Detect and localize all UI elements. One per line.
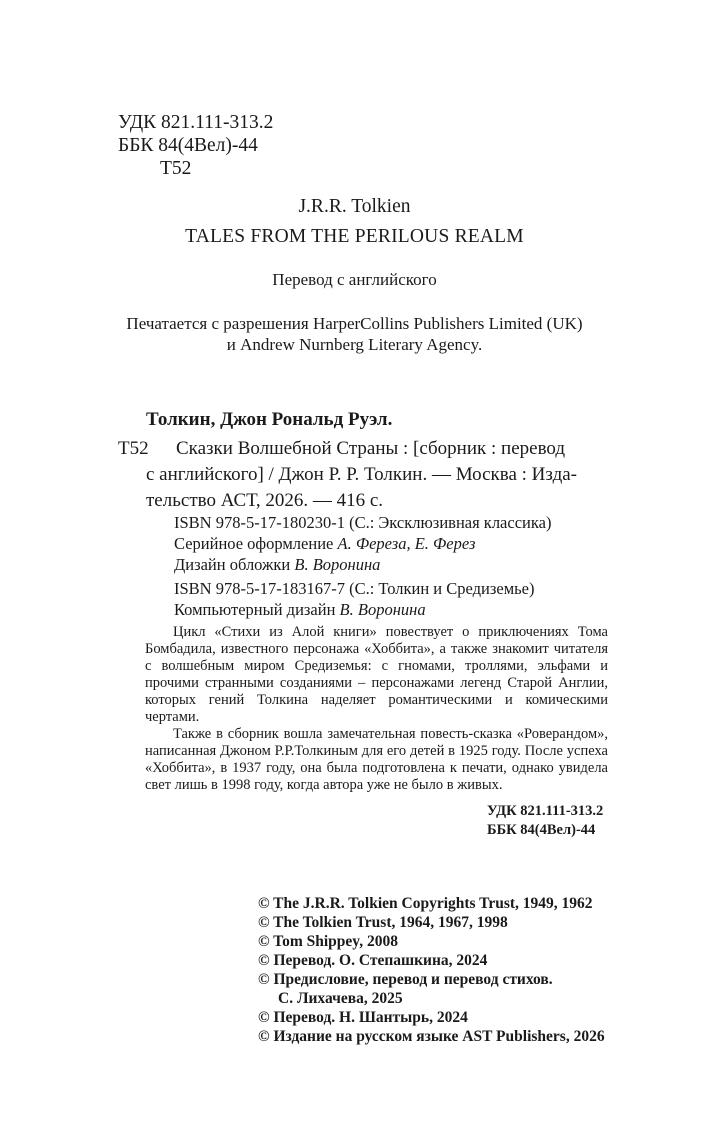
- copyright-line: © The Tolkien Trust, 1964, 1967, 1998: [258, 914, 508, 931]
- udk-code: УДК 821.111-313.2: [487, 803, 604, 819]
- translation-note: Перевод с английского: [272, 270, 437, 289]
- credit-line: Дизайн обложки В. Воронина: [174, 555, 381, 574]
- original-author: J.R.R. Tolkien: [298, 196, 411, 217]
- annotation-paragraph: Также в сборник вошла замечательная повесть-сказка «Роверандом», написанная Джоном Р.Р.Толкиным для его детей в 1925 году. После успеха «Хоббита», в 1937 году, она была подготовлена к печати, однако увидела свет лишь в 1998 году, когда автора уже не было в живых.: [145, 726, 608, 793]
- catalog-entry-line: с английского] / Джон Р. Р. Толкин. — Москва : Изда-: [146, 464, 577, 485]
- bbk-code: ББК 84(4Вел)-44: [118, 135, 258, 156]
- isbn-group: [174, 512, 551, 575]
- catalog-code: Т52: [118, 438, 149, 459]
- copyright-line: © Tom Shippey, 2008: [258, 933, 398, 950]
- isbn-group: [174, 578, 534, 620]
- catalog-entry-line: Сказки Волшебной Страны : [сборник : перевод: [176, 438, 566, 459]
- original-title: TALES FROM THE PERILOUS REALM: [185, 226, 524, 247]
- credit-name: В. Воронина: [339, 600, 426, 619]
- catalog-entry: [118, 436, 608, 514]
- bbk-code: ББК 84(4Вел)-44: [487, 822, 596, 838]
- author-mark: Т52: [160, 158, 192, 179]
- credit-line: Серийное оформление А. Фереза, Е. Ферез: [174, 534, 476, 553]
- permission-notice: [0, 313, 709, 355]
- annotation-paragraph: Цикл «Стихи из Алой книги» повествует о приключениях Тома Бомбадила, известного персонажа «Хоббита», а также знакомит читателя с волшебным миром Средиземья: с гномами, троллями, эльфами и прочими странными созданиями – персонажами легенд Старой Англии, которых гений Толкина наделяет романтическими и комическими чертами.: [145, 624, 608, 725]
- isbn-line: ISBN 978-5-17-183167-7 (С.: Толкин и Средиземье): [174, 579, 535, 598]
- isbn-line: ISBN 978-5-17-180230-1 (С.: Эксклюзивная классика): [174, 513, 552, 532]
- catalog-entry-line: тельство АСТ, 2026. — 416 с.: [146, 490, 384, 511]
- copyright-line: © Издание на русском языке AST Publishers, 2026: [258, 1028, 605, 1045]
- copyright-line: © The J.R.R. Tolkien Copyrights Trust, 1949, 1962: [258, 895, 593, 912]
- credit-line: Компьютерный дизайн В. Воронина: [174, 600, 426, 619]
- copyright-line: © Перевод. Н. Шантырь, 2024: [258, 1009, 468, 1026]
- annotation: [145, 624, 608, 794]
- catalog-heading: Толкин, Джон Рональд Руэл.: [146, 409, 393, 430]
- permission-line: Печатается с разрешения HarperCollins Publishers Limited (UK): [126, 314, 583, 333]
- udk-code: УДК 821.111-313.2: [118, 112, 274, 133]
- permission-line: и Andrew Nurnberg Literary Agency.: [226, 335, 483, 354]
- copyright-line: С. Лихачева, 2025: [278, 990, 403, 1007]
- copyright-line: © Перевод. О. Степашкина, 2024: [258, 952, 488, 969]
- bottom-classification-codes: [487, 802, 603, 840]
- credit-name: В. Воронина: [294, 555, 381, 574]
- copyright-line: © Предисловие, перевод и перевод стихов.: [258, 971, 553, 988]
- top-classification-codes: [118, 111, 273, 180]
- copyright-block: [258, 894, 605, 1046]
- credit-name: А. Фереза, Е. Ферез: [337, 534, 476, 553]
